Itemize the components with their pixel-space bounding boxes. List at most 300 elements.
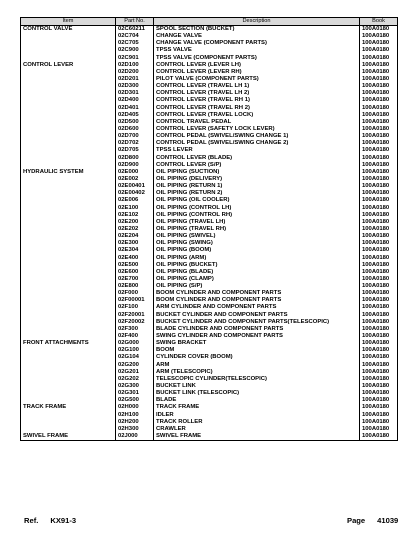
item-cell: [21, 47, 116, 54]
description-cell: IDLER: [154, 412, 360, 419]
book-cell: 100A0180: [360, 362, 398, 369]
item-cell: HYDRAULIC SYSTEM: [21, 169, 116, 176]
item-cell: [21, 240, 116, 247]
description-cell: CONTROL LEVER (TRAVEL LOCK): [154, 112, 360, 119]
description-cell: OIL PIPING (BOOM): [154, 247, 360, 254]
item-cell: [21, 183, 116, 190]
table-row: [21, 62, 398, 69]
part-number-cell: 02E300: [116, 240, 154, 247]
description-cell: BLADE: [154, 397, 360, 404]
table-row: [21, 169, 398, 176]
book-cell: 100A0180: [360, 147, 398, 154]
book-cell: 100A0180: [360, 226, 398, 233]
item-cell: [21, 190, 116, 197]
item-cell: [21, 304, 116, 311]
table-row: [21, 183, 398, 190]
description-cell: OIL PIPING (RETURN 2): [154, 190, 360, 197]
part-number-cell: 02D401: [116, 105, 154, 112]
item-cell: CONTROL VALVE: [21, 26, 116, 34]
part-number-cell: 02C901: [116, 55, 154, 62]
part-number-cell: 02G201: [116, 369, 154, 376]
table-row: [21, 319, 398, 326]
item-cell: [21, 247, 116, 254]
description-cell: CRAWLER: [154, 426, 360, 433]
book-cell: 100A0180: [360, 340, 398, 347]
description-cell: OIL PIPING (TRAVEL LH): [154, 219, 360, 226]
table-row: [21, 219, 398, 226]
part-number-cell: 02E202: [116, 226, 154, 233]
part-number-cell: 02E600: [116, 269, 154, 276]
part-number-cell: 02E006: [116, 197, 154, 204]
item-cell: [21, 176, 116, 183]
book-cell: 100A0180: [360, 62, 398, 69]
description-cell: OIL PIPING (CONTROL RH): [154, 212, 360, 219]
table-row: [21, 162, 398, 169]
table-row: [21, 283, 398, 290]
table-row: [21, 69, 398, 76]
table-row: [21, 26, 398, 34]
item-cell: [21, 162, 116, 169]
part-number-cell: 02H200: [116, 419, 154, 426]
part-number-cell: 02F20001: [116, 312, 154, 319]
description-cell: BOOM CYLINDER AND COMPONENT PARTS: [154, 290, 360, 297]
item-cell: [21, 155, 116, 162]
book-cell: 100A0180: [360, 397, 398, 404]
table-row: [21, 212, 398, 219]
table-row: [21, 112, 398, 119]
item-cell: [21, 226, 116, 233]
part-number-cell: 02G000: [116, 340, 154, 347]
part-number-cell: 02C705: [116, 40, 154, 47]
table-row: [21, 383, 398, 390]
table-row: [21, 226, 398, 233]
part-number-cell: 02D301: [116, 90, 154, 97]
description-cell: OIL PIPING (CONTROL LH): [154, 205, 360, 212]
parts-catalog-sheet: [20, 17, 397, 441]
description-cell: OIL PIPING (OIL COOLER): [154, 197, 360, 204]
book-cell: 100A0180: [360, 390, 398, 397]
book-cell: 100A0180: [360, 83, 398, 90]
part-number-cell: 02D900: [116, 162, 154, 169]
table-row: [21, 354, 398, 361]
book-cell: 100A0180: [360, 433, 398, 441]
description-cell: CONTROL LEVER (LEVER RH): [154, 69, 360, 76]
table-row: [21, 140, 398, 147]
description-cell: OIL PIPING (BUCKET): [154, 262, 360, 269]
part-number-cell: 02F400: [116, 333, 154, 340]
table-row: [21, 376, 398, 383]
table-row: [21, 333, 398, 340]
part-number-cell: 02D200: [116, 69, 154, 76]
book-cell: 100A0180: [360, 354, 398, 361]
table-row: [21, 119, 398, 126]
item-cell: FRONT ATTACHMENTS: [21, 340, 116, 347]
book-cell: 100A0180: [360, 183, 398, 190]
part-number-cell: 02E102: [116, 212, 154, 219]
description-cell: CONTROL PEDAL (SWIVEL/SWING CHANGE 1): [154, 133, 360, 140]
table-row: [21, 190, 398, 197]
item-cell: [21, 412, 116, 419]
item-cell: [21, 212, 116, 219]
table-row: [21, 240, 398, 247]
item-cell: [21, 297, 116, 304]
description-cell: BUCKET LINK (TELESCOPIC): [154, 390, 360, 397]
item-cell: [21, 105, 116, 112]
table-row: [21, 404, 398, 411]
description-cell: TPSS VALVE: [154, 47, 360, 54]
table-row: [21, 390, 398, 397]
description-cell: CONTROL LEVER (BLADE): [154, 155, 360, 162]
table-row: [21, 126, 398, 133]
table-row: [21, 205, 398, 212]
part-number-cell: 02E100: [116, 205, 154, 212]
part-number-column-header: Part No.: [116, 18, 154, 26]
table-row: [21, 105, 398, 112]
description-cell: CONTROL LEVER (TRAVEL RH 2): [154, 105, 360, 112]
book-cell: 100A0180: [360, 126, 398, 133]
book-cell: 100A0180: [360, 55, 398, 62]
book-cell: 100A0180: [360, 297, 398, 304]
item-cell: [21, 140, 116, 147]
book-cell: 100A0180: [360, 47, 398, 54]
part-number-cell: 02E500: [116, 262, 154, 269]
book-cell: 100A0180: [360, 133, 398, 140]
item-column-header: Item: [21, 18, 116, 26]
part-number-cell: 02G104: [116, 354, 154, 361]
table-row: [21, 76, 398, 83]
description-cell: OIL PIPING (CLAMP): [154, 276, 360, 283]
part-number-cell: 02G202: [116, 376, 154, 383]
book-cell: 100A0180: [360, 240, 398, 247]
description-cell: CHANGE VALVE (COMPONENT PARTS): [154, 40, 360, 47]
book-cell: 100A0180: [360, 205, 398, 212]
description-cell: CONTROL LEVER (LEVER LH): [154, 62, 360, 69]
book-cell: 100A0180: [360, 419, 398, 426]
table-row: [21, 397, 398, 404]
part-number-cell: 02D705: [116, 147, 154, 154]
table-row: [21, 155, 398, 162]
book-cell: 100A0180: [360, 412, 398, 419]
book-cell: 100A0180: [360, 404, 398, 411]
table-row: [21, 304, 398, 311]
part-number-cell: 02E800: [116, 283, 154, 290]
description-cell: BOOM CYLINDER AND COMPONENT PARTS: [154, 297, 360, 304]
part-number-cell: 02F000: [116, 290, 154, 297]
description-cell: TRACK ROLLER: [154, 419, 360, 426]
part-number-cell: 02E00401: [116, 183, 154, 190]
item-cell: [21, 126, 116, 133]
description-cell: ARM CYLINDER AND COMPONENT PARTS: [154, 304, 360, 311]
table-row: [21, 269, 398, 276]
item-cell: [21, 83, 116, 90]
book-cell: 100A0180: [360, 369, 398, 376]
parts-table: [20, 17, 398, 441]
item-cell: [21, 326, 116, 333]
book-cell: 100A0180: [360, 276, 398, 283]
item-cell: [21, 397, 116, 404]
part-number-cell: 02F100: [116, 304, 154, 311]
table-row: [21, 90, 398, 97]
book-cell: 100A0180: [360, 190, 398, 197]
description-cell: ARM (TELESCOPIC): [154, 369, 360, 376]
table-row: [21, 47, 398, 54]
table-row: [21, 412, 398, 419]
book-cell: 100A0180: [360, 197, 398, 204]
book-cell: 100A0180: [360, 426, 398, 433]
item-cell: [21, 290, 116, 297]
description-cell: TPSS LEVER: [154, 147, 360, 154]
book-cell: 100A0180: [360, 90, 398, 97]
description-cell: CONTROL LEVER (TRAVEL LH 1): [154, 83, 360, 90]
item-cell: [21, 219, 116, 226]
table-row: [21, 40, 398, 47]
item-cell: [21, 333, 116, 340]
item-cell: [21, 55, 116, 62]
description-column-header: Description: [154, 18, 360, 26]
description-cell: SWIVEL FRAME: [154, 433, 360, 441]
item-cell: [21, 312, 116, 319]
part-number-cell: 02F20002: [116, 319, 154, 326]
description-cell: CONTROL LEVER (SAFETY LOCK LEVER): [154, 126, 360, 133]
book-cell: 100A0180: [360, 212, 398, 219]
table-row: [21, 369, 398, 376]
description-cell: SPOOL SECTION (BUCKET): [154, 26, 360, 34]
description-cell: OIL PIPING (SUCTION): [154, 169, 360, 176]
page-label: Page: [347, 516, 366, 525]
table-row: [21, 297, 398, 304]
part-number-cell: 02H100: [116, 412, 154, 419]
description-cell: SWING CYLINDER AND COMPONENT PARTS: [154, 333, 360, 340]
part-number-cell: 02D201: [116, 76, 154, 83]
description-cell: TPSS VALVE (COMPONENT PARTS): [154, 55, 360, 62]
description-cell: CONTROL LEVER (TRAVEL RH 1): [154, 97, 360, 104]
item-cell: CONTROL LEVER: [21, 62, 116, 69]
reference: [24, 516, 76, 525]
item-cell: [21, 269, 116, 276]
book-cell: 100A0180: [360, 219, 398, 226]
description-cell: BUCKET CYLINDER AND COMPONENT PARTS(TELESCOPIC): [154, 319, 360, 326]
table-row: [21, 347, 398, 354]
table-row: [21, 97, 398, 104]
book-cell: 100A0180: [360, 40, 398, 47]
description-cell: OIL PIPING (DELIVERY): [154, 176, 360, 183]
book-cell: 100A0180: [360, 347, 398, 354]
book-cell: 100A0180: [360, 97, 398, 104]
item-cell: [21, 233, 116, 240]
part-number-cell: 02G300: [116, 383, 154, 390]
part-number-cell: 02E002: [116, 176, 154, 183]
book-cell: 100A0180: [360, 290, 398, 297]
description-cell: CONTROL PEDAL (SWIVEL/SWING CHANGE 2): [154, 140, 360, 147]
description-cell: CYLINDER COVER (BOOM): [154, 354, 360, 361]
table-row: [21, 133, 398, 140]
item-cell: [21, 97, 116, 104]
part-number-cell: 02D800: [116, 155, 154, 162]
description-cell: PILOT VALVE (COMPONENT PARTS): [154, 76, 360, 83]
item-cell: [21, 347, 116, 354]
page-number: [347, 516, 398, 525]
book-cell: 100A0180: [360, 119, 398, 126]
part-number-cell: 02H000: [116, 404, 154, 411]
table-row: [21, 262, 398, 269]
description-cell: OIL PIPING (TRAVEL RH): [154, 226, 360, 233]
table-row: [21, 340, 398, 347]
table-row: [21, 312, 398, 319]
part-number-cell: 02D700: [116, 133, 154, 140]
book-cell: 100A0180: [360, 283, 398, 290]
item-cell: [21, 383, 116, 390]
table-row: [21, 247, 398, 254]
part-number-cell: 02G100: [116, 347, 154, 354]
table-row: [21, 176, 398, 183]
description-cell: OIL PIPING (S/P): [154, 283, 360, 290]
description-cell: OIL PIPING (ARM): [154, 255, 360, 262]
part-number-cell: 02J000: [116, 433, 154, 441]
table-row: [21, 290, 398, 297]
description-cell: CONTROL LEVER (TRAVEL LH 2): [154, 90, 360, 97]
item-cell: [21, 390, 116, 397]
item-cell: [21, 69, 116, 76]
item-cell: [21, 112, 116, 119]
table-header-row: [21, 18, 398, 26]
book-cell: 100A0180: [360, 69, 398, 76]
table-row: [21, 362, 398, 369]
part-number-cell: 02C60211: [116, 26, 154, 34]
item-cell: [21, 197, 116, 204]
item-cell: [21, 283, 116, 290]
book-cell: 100A0180: [360, 319, 398, 326]
part-number-cell: 02D702: [116, 140, 154, 147]
description-cell: OIL PIPING (RETURN 1): [154, 183, 360, 190]
part-number-cell: 02E400: [116, 255, 154, 262]
book-cell: 100A0180: [360, 255, 398, 262]
item-cell: [21, 419, 116, 426]
description-cell: BOOM: [154, 347, 360, 354]
book-column-header: Book: [360, 18, 398, 26]
description-cell: BUCKET CYLINDER AND COMPONENT PARTS: [154, 312, 360, 319]
item-cell: [21, 119, 116, 126]
item-cell: [21, 362, 116, 369]
book-cell: 100A0180: [360, 105, 398, 112]
description-cell: CONTROL TRAVEL PEDAL: [154, 119, 360, 126]
book-cell: 100A0180: [360, 176, 398, 183]
part-number-cell: 02E200: [116, 219, 154, 226]
table-row: [21, 197, 398, 204]
part-number-cell: 02D405: [116, 112, 154, 119]
book-cell: 100A0180: [360, 247, 398, 254]
part-number-cell: 02D300: [116, 83, 154, 90]
table-row: [21, 33, 398, 40]
item-cell: SWIVEL FRAME: [21, 433, 116, 441]
item-cell: [21, 354, 116, 361]
description-cell: ARM: [154, 362, 360, 369]
description-cell: CONTROL LEVER (S/P): [154, 162, 360, 169]
item-cell: [21, 426, 116, 433]
book-cell: 100A0180: [360, 140, 398, 147]
part-number-cell: 02E00402: [116, 190, 154, 197]
description-cell: BUCKET LINK: [154, 383, 360, 390]
table-row: [21, 426, 398, 433]
part-number-cell: 02E204: [116, 233, 154, 240]
item-cell: [21, 40, 116, 47]
item-cell: [21, 276, 116, 283]
item-cell: [21, 255, 116, 262]
item-cell: [21, 205, 116, 212]
item-cell: [21, 376, 116, 383]
part-number-cell: 02F300: [116, 326, 154, 333]
book-cell: 100A0180: [360, 155, 398, 162]
book-cell: 100A0180: [360, 162, 398, 169]
ref-value: KX91-3: [50, 516, 77, 525]
book-cell: 100A0180: [360, 76, 398, 83]
item-cell: [21, 369, 116, 376]
part-number-cell: 02C704: [116, 33, 154, 40]
item-cell: [21, 319, 116, 326]
item-cell: [21, 147, 116, 154]
description-cell: SWING BRACKET: [154, 340, 360, 347]
description-cell: CHANGE VALVE: [154, 33, 360, 40]
part-number-cell: 02C900: [116, 47, 154, 54]
book-cell: 100A0180: [360, 262, 398, 269]
book-cell: 100A0180: [360, 26, 398, 34]
book-cell: 100A0180: [360, 383, 398, 390]
description-cell: OIL PIPING (SWIVEL): [154, 233, 360, 240]
table-row: [21, 433, 398, 441]
book-cell: 100A0180: [360, 112, 398, 119]
item-cell: [21, 76, 116, 83]
book-cell: 100A0180: [360, 326, 398, 333]
item-cell: [21, 33, 116, 40]
description-cell: OIL PIPING (SWING): [154, 240, 360, 247]
part-number-cell: 02H300: [116, 426, 154, 433]
part-number-cell: 02E700: [116, 276, 154, 283]
item-cell: TRACK FRAME: [21, 404, 116, 411]
page-value: 41039: [377, 516, 399, 525]
description-cell: BLADE CYLINDER AND COMPONENT PARTS: [154, 326, 360, 333]
item-cell: [21, 262, 116, 269]
item-cell: [21, 90, 116, 97]
table-row: [21, 55, 398, 62]
part-number-cell: 02D600: [116, 126, 154, 133]
book-cell: 100A0180: [360, 333, 398, 340]
description-cell: OIL PIPING (BLADE): [154, 269, 360, 276]
part-number-cell: 02F00001: [116, 297, 154, 304]
part-number-cell: 02E000: [116, 169, 154, 176]
part-number-cell: 02D100: [116, 62, 154, 69]
book-cell: 100A0180: [360, 376, 398, 383]
part-number-cell: 02E304: [116, 247, 154, 254]
book-cell: 100A0180: [360, 312, 398, 319]
part-number-cell: 02D500: [116, 119, 154, 126]
table-row: [21, 276, 398, 283]
table-row: [21, 419, 398, 426]
book-cell: 100A0180: [360, 33, 398, 40]
description-cell: TRACK FRAME: [154, 404, 360, 411]
table-row: [21, 255, 398, 262]
part-number-cell: 02G500: [116, 397, 154, 404]
item-cell: [21, 133, 116, 140]
table-row: [21, 233, 398, 240]
book-cell: 100A0180: [360, 304, 398, 311]
book-cell: 100A0180: [360, 269, 398, 276]
book-cell: 100A0180: [360, 169, 398, 176]
book-cell: 100A0180: [360, 233, 398, 240]
table-row: [21, 147, 398, 154]
part-number-cell: 02G200: [116, 362, 154, 369]
part-number-cell: 02G301: [116, 390, 154, 397]
description-cell: TELESCOPIC CYLINDER(TELESCOPIC): [154, 376, 360, 383]
table-row: [21, 83, 398, 90]
